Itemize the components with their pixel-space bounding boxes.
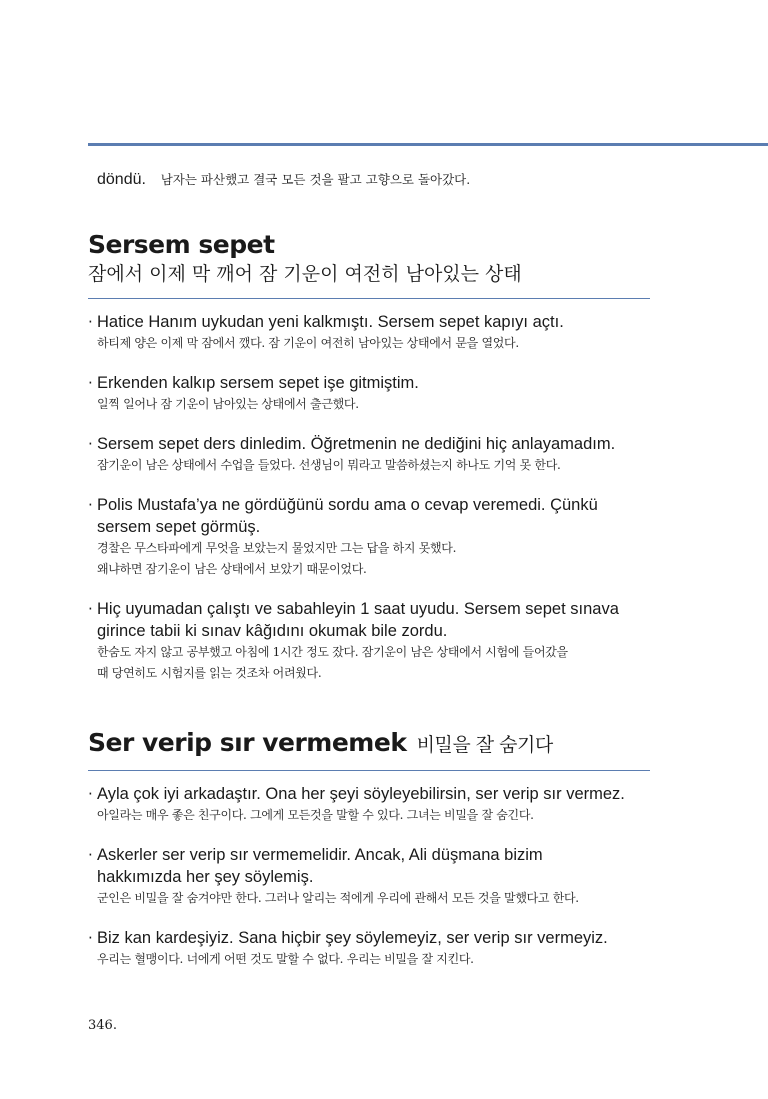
example-list xyxy=(88,311,650,684)
bullet: · xyxy=(88,435,93,453)
example-translation-cont: 때 당연히도 시험지를 읽는 것조차 어려웠다. xyxy=(97,666,322,680)
entry-meaning: 비밀을 잘 숨기다 xyxy=(416,734,553,756)
example-sentence: Ayla çok iyi arkadaştır. Ona her şeyi söyleyebilirsin, ser verip sır vermez. xyxy=(97,785,625,803)
example-translation: 잠기운이 남은 상태에서 수업을 들었다. 선생님이 뭐라고 말씀하셨는지 하나도 기억 못 한다. xyxy=(97,458,561,472)
example-list xyxy=(88,783,650,970)
example-translation-cont: 왜냐하면 잠기운이 남은 상태에서 보았기 때문이었다. xyxy=(97,562,367,576)
example-sentence-cont: sersem sepet görmüş. xyxy=(97,518,261,536)
entry-heading xyxy=(88,230,650,299)
bullet: · xyxy=(88,600,93,618)
example-translation: 아일라는 매우 좋은 친구이다. 그에게 모든것을 말할 수 있다. 그녀는 비밀을 잘 숨긴다. xyxy=(97,808,534,822)
bullet: · xyxy=(88,785,93,803)
header-rule xyxy=(88,143,768,146)
entry-ser-verip-sir-vermemek xyxy=(88,728,650,970)
page-number: 346. xyxy=(88,1018,117,1033)
example-item xyxy=(88,783,650,826)
example-translation: 경찰은 무스타파에게 무엇을 보았는지 물었지만 그는 답을 하지 못했다. xyxy=(97,541,457,555)
entry-headword-line xyxy=(88,728,650,760)
continued-sentence: döndü. xyxy=(97,171,146,188)
example-sentence: Polis Mustafa’ya ne gördüğünü sordu ama o cevap veremedi. Çünkü xyxy=(97,496,598,514)
entry-headword: Ser verip sır vermemek xyxy=(88,728,407,757)
example-sentence-cont: hakkımızda her şey söylemiş. xyxy=(97,868,314,886)
example-translation: 군인은 비밀을 잘 숨겨야만 한다. 그러나 알리는 적에게 우리에 관해서 모든 것을 말했다고 한다. xyxy=(97,891,579,905)
example-translation: 하티제 양은 이제 막 잠에서 깼다. 잠 기운이 여전히 남아있는 상태에서 문을 열었다. xyxy=(97,336,519,350)
continued-translation: 남자는 파산했고 결국 모든 것을 팔고 고향으로 돌아갔다. xyxy=(160,172,471,187)
bullet: · xyxy=(88,313,93,331)
example-sentence-cont: girince tabii ki sınav kâğıdını okumak bile zordu. xyxy=(97,622,448,640)
example-item xyxy=(88,844,650,909)
example-sentence: Hiç uyumadan çalıştı ve sabahleyin 1 saat uyudu. Sersem sepet sınava xyxy=(97,600,619,618)
bullet: · xyxy=(88,846,93,864)
entry-meaning: 잠에서 이제 막 깨어 잠 기운이 여전히 남아있는 상태 xyxy=(88,263,522,285)
continued-example xyxy=(97,170,697,189)
entry-sersem-sepet xyxy=(88,230,650,684)
example-sentence: Biz kan kardeşiyiz. Sana hiçbir şey söylemeyiz, ser verip sır vermeyiz. xyxy=(97,929,608,947)
example-sentence: Erkenden kalkıp sersem sepet işe gitmiştim. xyxy=(97,374,419,392)
example-item xyxy=(88,598,650,684)
entry-headword: Sersem sepet xyxy=(88,230,275,259)
bullet: · xyxy=(88,374,93,392)
example-item xyxy=(88,927,650,970)
example-item xyxy=(88,372,650,415)
bullet: · xyxy=(88,496,93,514)
example-sentence: Sersem sepet ders dinledim. Öğretmenin ne dediğini hiç anlayamadım. xyxy=(97,435,616,453)
example-translation: 한숨도 자지 않고 공부했고 아침에 1시간 정도 잤다. 잠기운이 남은 상태에서 시험에 들어갔을 xyxy=(97,645,568,659)
bullet: · xyxy=(88,929,93,947)
entry-heading xyxy=(88,728,650,771)
example-item xyxy=(88,433,650,476)
example-item xyxy=(88,494,650,580)
example-sentence: Askerler ser verip sır vermemelidir. Ancak, Ali düşmana bizim xyxy=(97,846,543,864)
example-translation: 우리는 혈맹이다. 너에게 어떤 것도 말할 수 없다. 우리는 비밀을 잘 지킨다. xyxy=(97,952,474,966)
example-sentence: Hatice Hanım uykudan yeni kalkmıştı. Sersem sepet kapıyı açtı. xyxy=(97,313,564,331)
example-translation: 일찍 일어나 잠 기운이 남아있는 상태에서 출근했다. xyxy=(97,397,359,411)
example-item xyxy=(88,311,650,354)
